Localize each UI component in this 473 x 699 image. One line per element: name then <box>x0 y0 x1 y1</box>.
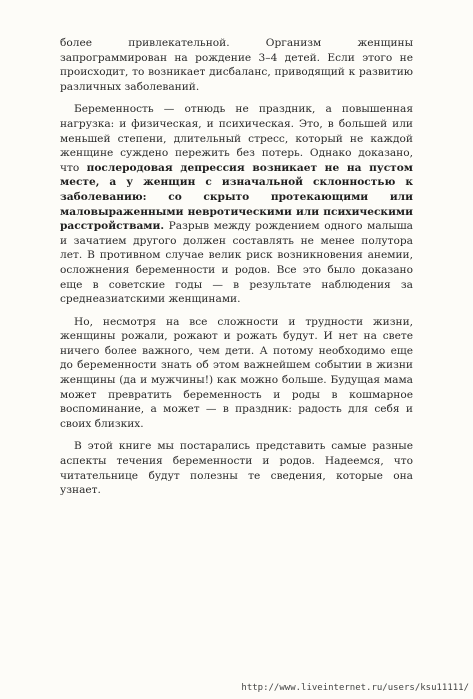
paragraph-3-text: Но, несмотря на все сложности и трудности жизни, женщины рожали, рожают и рожать будут. И нет на свете ничего более важного, чем дети. А потому необходимо еще до беременности знать об этом важнейшем событии в жизни женщины (да и мужчины!) как можно больше. Будущая мама может превратить беременность и роды в кошмарное воспоминание, а может — в праздник: радость для себя и своих близких. <box>60 315 413 430</box>
footer-url: http://www.liveinternet.ru/users/ksu11111/ <box>241 683 469 693</box>
page-body <box>60 36 413 506</box>
paragraph-2-text-a: Беременность — отнюдь не праздник, а повышенная нагрузка: и физическая, и психическая. Это, в большей или меньшей степени, длительный стресс, который не каждой женщине суждено пережить без потерь. Однако доказано, что <box>60 103 413 174</box>
paragraph-2 <box>60 102 413 306</box>
paragraph-4 <box>60 439 413 497</box>
paragraph-3 <box>60 315 413 432</box>
paragraph-2-text-b: Разрыв между рождением одного малыша и зачатием другого должен составлять не менее полутора лет. В противном случае велик риск возникновения анемии, осложнения беременности и родов. Все это было доказано еще в советские годы — в результате наблюдения за среднеазиатскими женщинами. <box>60 220 413 306</box>
paragraph-1 <box>60 36 413 94</box>
paragraph-2-emphasis: послеродовая депрессия возникает не на пустом месте, а у женщин с изначальной склонностью к заболеванию: со скрыто протекающими или маловыраженными невротическими или психическими расстройствами. <box>60 161 413 233</box>
paragraph-1-text: более привлекательной. Организм женщины запрограммирован на рождение 3–4 детей. Если этого не происходит, то возникает дисбаланс, приводящий к развитию различных заболеваний. <box>60 37 413 93</box>
paragraph-4-text: В этой книге мы постарались представить самые разные аспекты течения беременности и родов. Надеемся, что читательнице будут полезны те сведения, которые она узнает. <box>60 440 413 497</box>
